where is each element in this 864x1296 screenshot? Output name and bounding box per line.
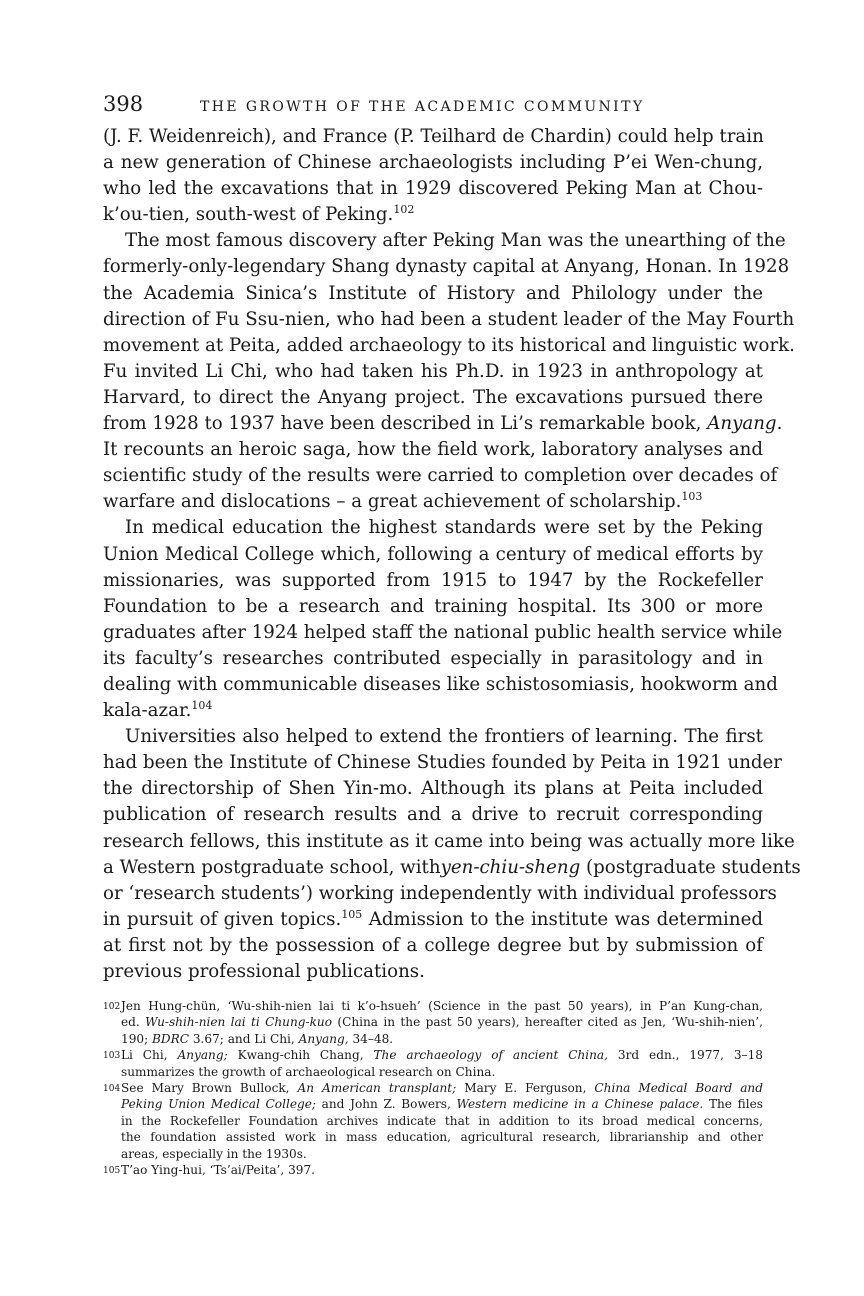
footnote-line: 190; BDRC 3.67; and Li Chi, Anyang, 34–48. <box>121 1031 394 1046</box>
text-line: dealing with communicable diseases like schistosomiasis, hookworm and <box>103 673 778 695</box>
text-line: research fellows, this institute as it came into being was actually more like <box>103 830 795 852</box>
text-line: had been the Institute of Chinese Studies founded by Peita in 1921 under <box>103 752 783 774</box>
text-line: k’ou-tien, south-west of Peking.$^{102}$ <box>103 203 415 226</box>
footnote-103: 103Li Chi, Anyang; Kwang-chih Chang, The archaeology of ancient China, 3rd edn., 1977, 3–18 <box>103 1047 763 1063</box>
text-line: publication of research results and a drive to recruit corresponding <box>103 804 763 826</box>
footnote-102: 102Jen Hung-chün, ‘Wu-shih-nien lai ti k’o-hsueh’ (Science in the past 50 years), in P’an Kung-chan, <box>103 998 763 1014</box>
text-line: a new generation of Chinese archaeologists including P’ei Wen-chung, <box>103 152 763 174</box>
paragraph-start: Universities also helped to extend the frontiers of learning. The first <box>125 726 763 748</box>
footnote-105: 105T’ao Ying-hui, ‘Ts’ai/Peita’, 397. <box>103 1162 763 1178</box>
paragraph-start: The most famous discovery after Peking Man was the unearthing of the <box>125 230 786 252</box>
text-line: kala-azar.$^{104}$ <box>103 699 213 722</box>
page-number: 398 <box>103 92 144 116</box>
text-line: formerly-only-legendary Shang dynasty capital at Anyang, Honan. In 1928 <box>103 256 790 278</box>
text-line: (J. F. Weidenreich), and France (P. Teilhard de Chardin) could help train <box>103 126 764 147</box>
text-line: in pursuit of given topics.$^{105}$ Admission to the institute was determined <box>103 907 763 930</box>
text-line: It recounts an heroic saga, how the field work, laboratory analyses and <box>103 439 763 461</box>
text-line: Foundation to be a research and training hospital. Its 300 or more <box>103 595 763 617</box>
italic-term: yen-chiu-sheng <box>440 856 581 878</box>
footnote-104: 104See Mary Brown Bullock, An American transplant; Mary E. Ferguson, China Medical Board and <box>103 1080 763 1096</box>
footnote-number: 103 <box>103 1051 121 1062</box>
paragraph-start: In medical education the highest standards were set by the Peking <box>125 517 763 539</box>
footnote-line: ed. Wu-shih-nien lai ti Chung-kuo (China in the past 50 years), hereafter cited as Jen, ‘Wu-shih-nien’, <box>121 1015 763 1030</box>
text-line: movement at Peita, added archaeology to its historical and linguistic work. <box>103 334 795 356</box>
footnote-number: 102 <box>103 1002 121 1012</box>
text-line: warfare and dislocations – a great achievement of scholarship.$^{103}$ <box>103 490 703 513</box>
text-line: Harvard, to direct the Anyang project. The excavations pursued there <box>103 386 763 408</box>
text-line: who led the excavations that in 1929 discovered Peking Man at Chou- <box>103 178 763 200</box>
footnote-line: areas, especially in the 1930s. <box>121 1146 307 1161</box>
footnote-line: summarizes the growth of archaeological research on China. <box>121 1064 496 1079</box>
note-ref: 105 <box>341 907 363 921</box>
text-line: scientific study of the results were carried to completion over decades of <box>103 465 778 487</box>
footnote-line: in the Rockefeller Foundation archives indicate that in addition to its broad medical concerns, <box>121 1113 763 1128</box>
note-ref: 104 <box>191 699 213 713</box>
text-line: graduates after 1924 helped staff the national public health service while <box>103 621 783 643</box>
running-title: THE GROWTH OF THE ACADEMIC COMMUNITY <box>200 99 645 115</box>
text-line: from 1928 to 1937 have been described in Li’s remarkable book, Anyang. <box>103 413 783 435</box>
text-line: the Academia Sinica’s Institute of History and Philology under the <box>103 282 763 304</box>
footnotes <box>103 998 763 1178</box>
note-ref: 103 <box>681 490 703 504</box>
body-text <box>103 124 801 985</box>
text-line: or ‘research students’) working independently with individual professors <box>103 882 777 904</box>
text-line: missionaries, was supported from 1915 to 1947 by the Rockefeller <box>103 569 763 591</box>
text-line: its faculty’s researches contributed especially in parasitology and in <box>103 647 763 669</box>
text-line: the directorship of Shen Yin-mo. Although its plans at Peita included <box>103 778 763 800</box>
text-line: at first not by the possession of a college degree but by submission of <box>103 934 763 956</box>
text-line: Union Medical College which, following a century of medical efforts by <box>103 543 763 565</box>
text-line: direction of Fu Ssu-nien, who had been a student leader of the May Fourth <box>103 308 795 330</box>
page-header <box>103 92 763 122</box>
text-line: a Western postgraduate school, withyen-chiu-sheng (postgraduate students <box>103 856 801 878</box>
footnote-number: 104 <box>103 1083 121 1094</box>
footnote-number: 105 <box>103 1165 121 1176</box>
footnote-line: the foundation assisted work in mass education, agricultural research, librarianship and other <box>121 1130 763 1145</box>
text-line: Fu invited Li Chi, who had taken his Ph.D. in 1923 in anthropology at <box>103 360 763 382</box>
note-ref: 102 <box>393 203 415 217</box>
footnote-line: Peking Union Medical College; and John Z. Bowers, Western medicine in a Chinese palace. The files <box>121 1097 763 1112</box>
book-title: Anyang. <box>707 413 783 435</box>
text-line: previous professional publications. <box>103 961 425 982</box>
